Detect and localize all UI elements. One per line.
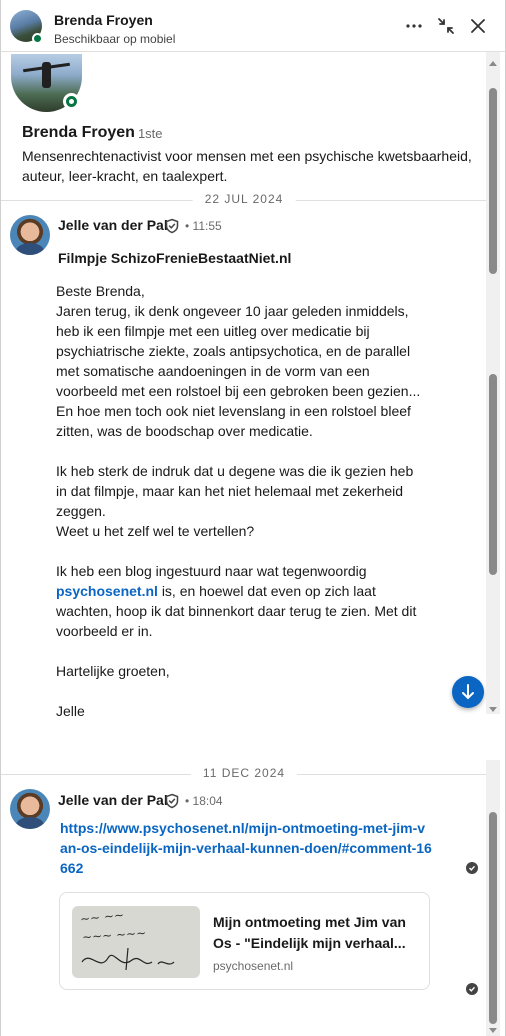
collapse-button[interactable] [434,14,458,38]
header-contact-name[interactable]: Brenda Froyen [54,12,153,28]
message-subject: Filmpje SchizoFrenieBestaatNiet.nl [58,250,292,266]
close-icon [471,19,485,33]
message-paragraph: Ik heb sterk de indruk dat u degene was die ik gezien heb in dat filmpje, maar kan het niet helemaal met zekerheid zeggen. [56,463,414,519]
chat-header [0,0,506,52]
scroll-to-bottom-button[interactable] [452,676,484,708]
collapse-icon [437,17,455,35]
message-paragraph: Ik heb een blog ingestuurd naar wat tegenwoordig psychosenet.nl is, en hoewel dat even op zich laat wachten, hoop ik dat binnenkort daar terug te zien. Met dit voorbeeld er in. [56,563,417,639]
verified-shield-icon [164,218,180,234]
date-label: 11 DEC 2024 [191,766,297,780]
date-divider [1,191,487,209]
more-icon [406,24,422,28]
scrollbar-thumb[interactable] [489,812,497,1024]
profile-headline: Mensenrechtenactivist voor mensen met een psychische kwetsbaarheid, auteur, leer-kracht, en taalexpert. [22,148,472,184]
scrollbar[interactable] [486,52,500,714]
message-paragraph: Jaren terug, ik denk ongeveer 10 jaar geleden inmiddels, heb ik een filmpje met een uitleg over medicatie bij psychiatrische ziekte, zoals antipsychotica, en de parallel met somatische aandoeningen in de vorm van een voorbeeld met een rolstoel bij een gebroken been gezien... En hoe men toch ook niet levenslang in een rolstoel bleef zitten, was de boodschap over medicatie. [56,303,421,439]
scroll-up-icon[interactable] [489,61,497,66]
scroll-down-icon[interactable] [489,1028,497,1033]
message-body [56,281,426,721]
date-label: 22 JUL 2024 [193,192,296,206]
header-contact-status: Beschikbaar op mobiel [54,32,176,46]
sender-avatar[interactable] [10,789,50,829]
sender-name[interactable]: Jelle van der Pal [58,792,168,808]
scrollbar[interactable] [486,760,500,1036]
link-preview-thumbnail: ~~ ~~ ~~~ ~~~ [72,906,200,978]
link-preview-title: Mijn ontmoeting met Jim van Os - "Eindelijk mijn verhaal... [213,914,406,951]
message-time: • 11:55 [185,219,222,233]
scrollbar-thumb[interactable] [489,374,497,575]
profile-name[interactable]: Brenda Froyen [22,124,135,141]
read-receipt-icon [466,862,478,874]
read-receipt-icon [466,983,478,995]
message-signature: Jelle [56,703,85,719]
message-paragraph: Weet u het zelf wel te vertellen? [56,523,255,539]
verified-shield-icon [164,793,180,809]
arrow-down-icon [461,684,475,700]
scroll-down-icon[interactable] [489,707,497,712]
psychosenet-link[interactable]: psychosenet.nl [56,583,158,599]
sender-avatar[interactable] [10,215,50,255]
message-url-link[interactable]: https://www.psychosenet.nl/mijn-ontmoeting-met-jim-van-os-eindelijk-mijn-verhaal-kunnen-doen/#comment-16662 [60,820,432,876]
link-preview-card[interactable] [59,892,430,990]
online-status-icon [32,33,43,44]
link-preview-domain: psychosenet.nl [213,959,294,973]
close-button[interactable] [466,14,490,38]
connection-degree: · 1ste [130,126,163,141]
date-divider [1,765,487,783]
profile-online-icon [63,93,80,110]
conversation-pane[interactable] [0,52,506,1036]
scrollbar-thumb[interactable] [489,88,497,274]
message-time: • 18:04 [185,794,223,808]
message-greeting: Beste Brenda, [56,283,145,299]
message-closing: Hartelijke groeten, [56,663,170,679]
sender-name[interactable]: Jelle van der Pal [58,217,168,233]
more-options-button[interactable] [402,14,426,38]
